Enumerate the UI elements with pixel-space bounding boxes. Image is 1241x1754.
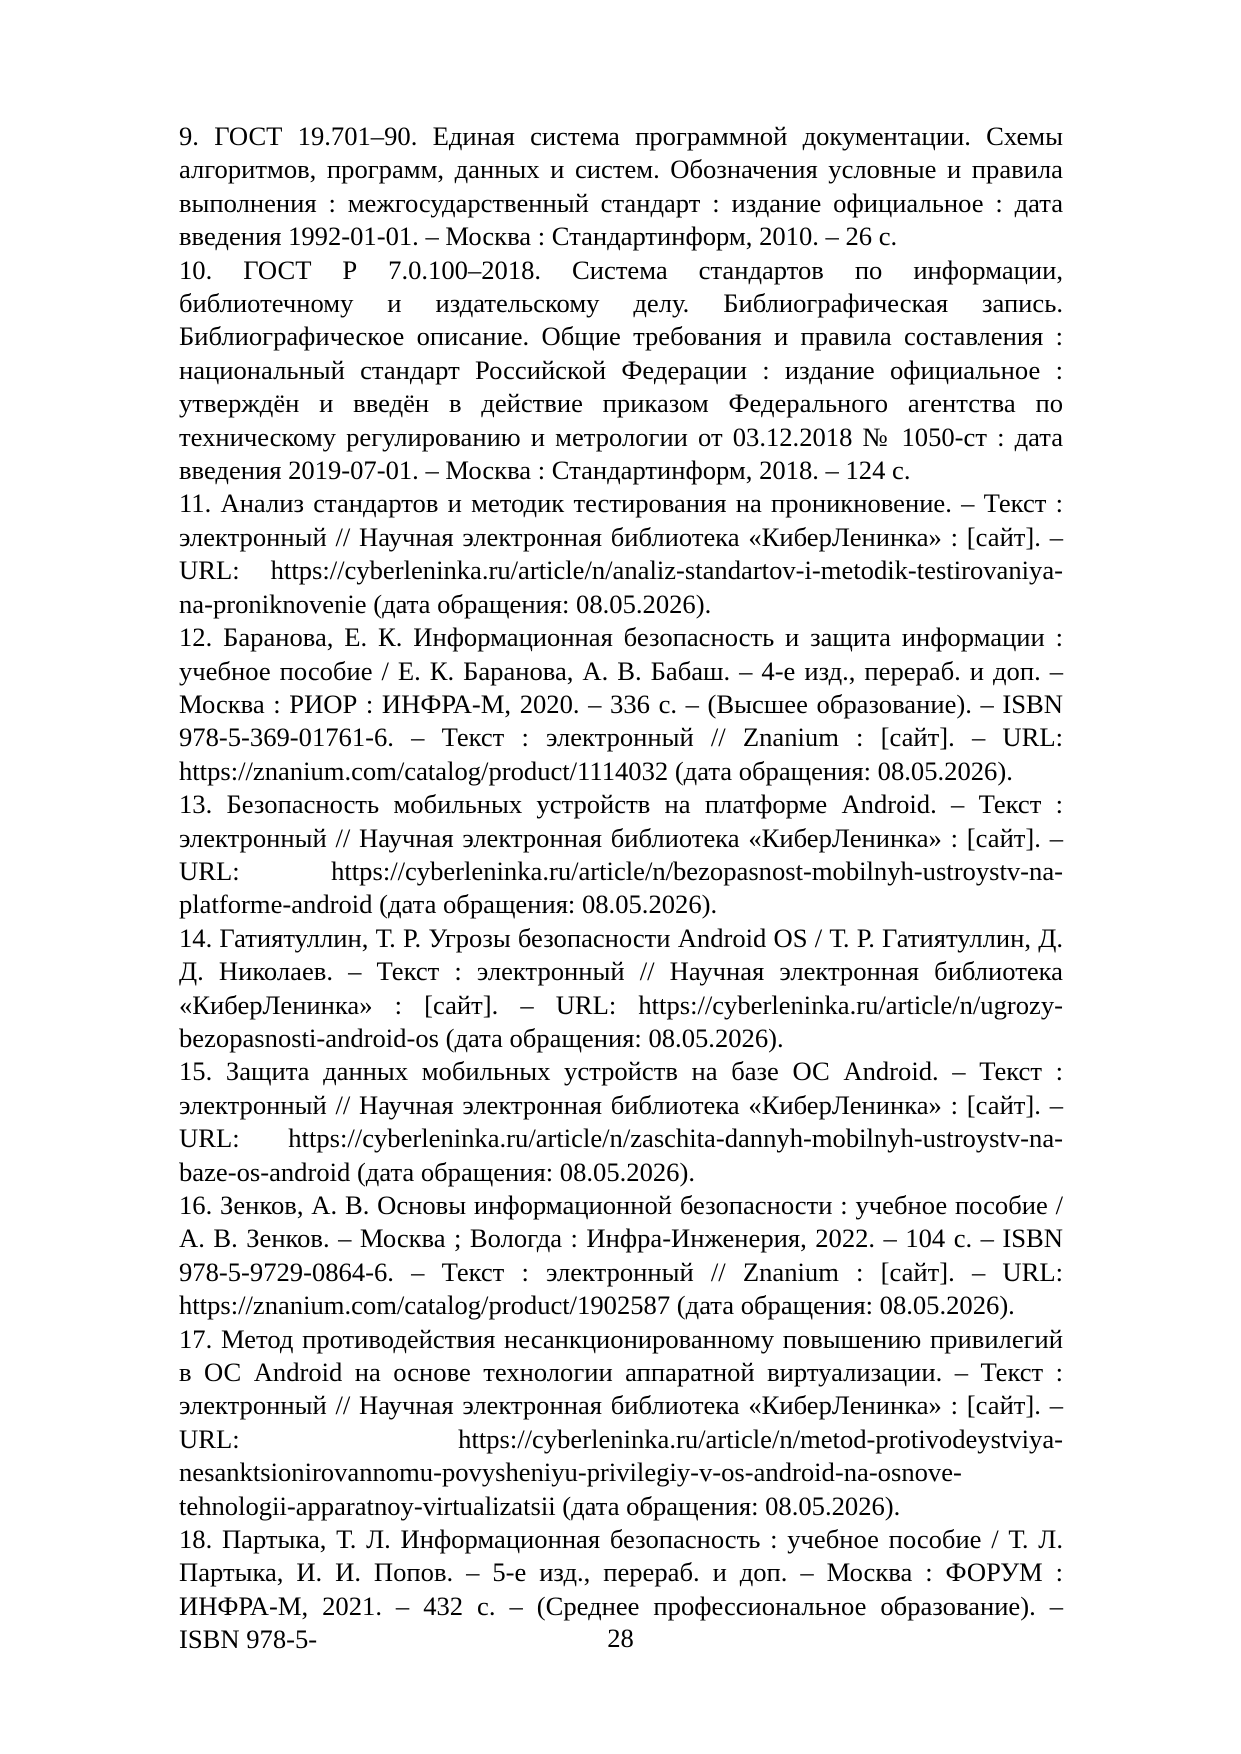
- reference-item-12: 12. Баранова, Е. К. Информационная безопасность и защита информации : учебное пособие / Е. К. Баранова, А. В. Бабаш. – 4-е изд., перераб. и доп. – Москва : РИОР : ИНФРА-М, 2020. – 336 с. – (Высшее образование). – ISBN 978-5-369-01761-6. – Текст : электронный // Znanium : [сайт]. – URL: https://znanium.com/catalog/product/1114032 (дата обращения: 08.05.2026).: [179, 622, 1063, 786]
- page-number: 28: [607, 1623, 634, 1653]
- reference-item-17: 17. Метод противодействия несанкционированному повышению привилегий в ОС Android на основе технологии аппаратной виртуализации. – Текст : электронный // Научная электронная библиотека «КиберЛенинка» : [сайт]. – URL: https://cyberleninka.ru/article/n/metod-protivodeystviya-nesanktsionirovannomu-povysheniyu-privilegiy-v-os-android-na-osnove-tehnologii-apparatnoy-virtualizatsii (дата обращения: 08.05.2026).: [179, 1323, 1063, 1521]
- reference-list: [179, 120, 1063, 1657]
- reference-item-15: 15. Защита данных мобильных устройств на базе ОС Android. – Текст : электронный // Научная электронная библиотека «КиберЛенинка» : [сайт]. – URL: https://cyberleninka.ru/article/n/zaschita-dannyh-mobilnyh-ustroystv-na-baze-os-android (дата обращения: 08.05.2026).: [179, 1056, 1063, 1187]
- reference-item-10: 10. ГОСТ Р 7.0.100–2018. Система стандартов по информации, библиотечному и издательскому делу. Библиографическая запись. Библиографическое описание. Общие требования и правила составления : национальный стандарт Российской Федерации : издание официальное : утверждён и введён в действие приказом Федерального агентства по техническому регулированию и метрологии от 03.12.2018 № 1050-ст : дата введения 2019-07-01. – Москва : Стандартинформ, 2018. – 124 с.: [179, 254, 1063, 486]
- reference-item-18: 18. Партыка, Т. Л. Информационная безопасность : учебное пособие / Т. Л. Партыка, И. И. Попов. – 5-е изд., перераб. и доп. – Москва : ФОРУМ : ИНФРА-М, 2021. – 432 с. – (Среднее профессиональное образование). – ISBN 978-5-: [179, 1524, 1063, 1655]
- reference-item-14: 14. Гатиятуллин, Т. Р. Угрозы безопасности Android OS / Т. Р. Гатиятуллин, Д. Д. Николаев. – Текст : электронный // Научная электронная библиотека «КиберЛенинка» : [сайт]. – URL: https://cyberleninka.ru/article/n/ugrozy-bezopasnosti-android-os (дата обращения: 08.05.2026).: [179, 922, 1063, 1053]
- reference-item-9: 9. ГОСТ 19.701–90. Единая система программной документации. Схемы алгоритмов, программ, данных и систем. Обозначения условные и правила выполнения : межгосударственный стандарт : издание официальное : дата введения 1992-01-01. – Москва : Стандартинформ, 2010. – 26 с.: [179, 121, 1063, 252]
- reference-item-11: 11. Анализ стандартов и методик тестирования на проникновение. – Текст : электронный // Научная электронная библиотека «КиберЛенинка» : [сайт]. – URL: https://cyberleninka.ru/article/n/analiz-standartov-i-metodik-testirovaniya-na-proniknovenie (дата обращения: 08.05.2026).: [179, 488, 1063, 619]
- reference-item-16: 16. Зенков, А. В. Основы информационной безопасности : учебное пособие / А. В. Зенков. – Москва ; Вологда : Инфра-Инженерия, 2022. – 104 с. – ISBN 978-5-9729-0864-6. – Текст : электронный // Znanium : [сайт]. – URL: https://znanium.com/catalog/product/1902587 (дата обращения: 08.05.2026).: [179, 1190, 1063, 1321]
- reference-item-13: 13. Безопасность мобильных устройств на платформе Android. – Текст : электронный // Научная электронная библиотека «КиберЛенинка» : [сайт]. – URL: https://cyberleninka.ru/article/n/bezopasnost-mobilnyh-ustroystv-na-platforme-android (дата обращения: 08.05.2026).: [179, 789, 1063, 920]
